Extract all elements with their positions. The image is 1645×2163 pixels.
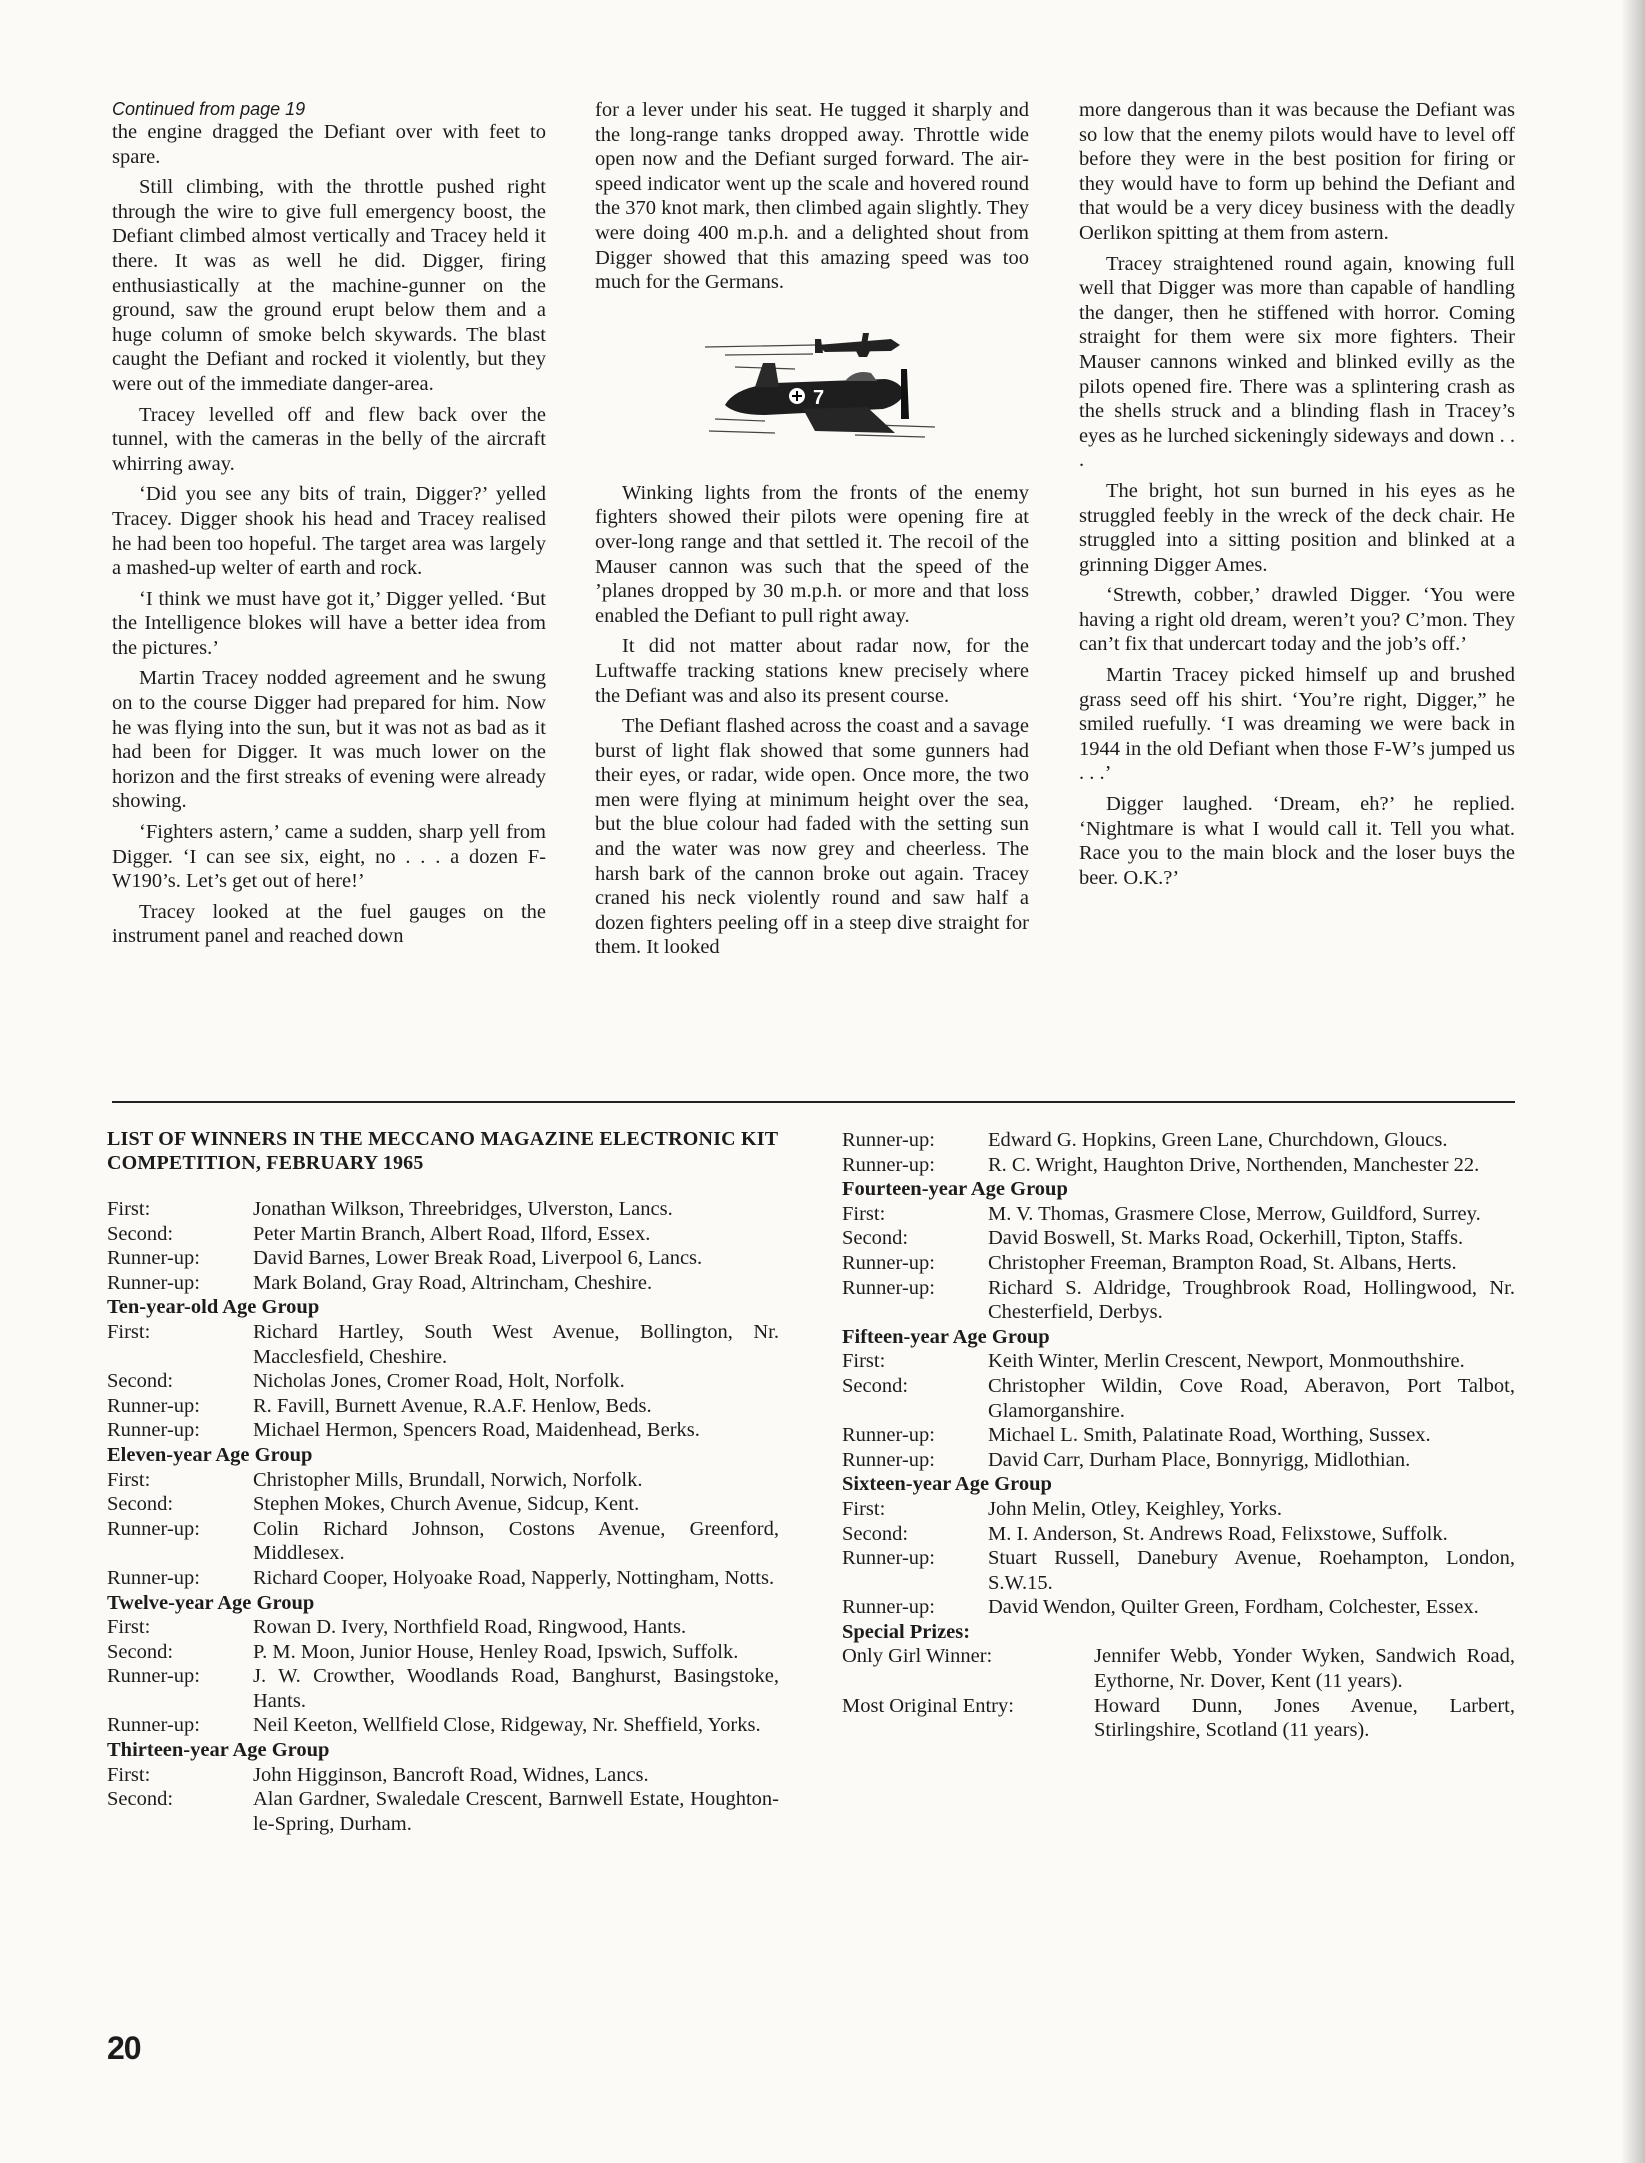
winner-name: Nicholas Jones, Cromer Road, Holt, Norfolk.	[253, 1370, 625, 1393]
age-group-heading: Eleven-year Age Group	[107, 1443, 313, 1466]
prize-place: Second:	[107, 1222, 174, 1245]
winner-name: Jonathan Wilkson, Threebridges, Ulverston, Lancs.	[253, 1198, 673, 1220]
winner-name: Jennifer Webb, Yonder Wyken, Sandwich Road, Eythorne, Nr. Dover, Kent (11 years).	[1094, 1645, 1515, 1693]
winner-entry	[842, 1349, 1515, 1374]
winner-entry	[842, 1497, 1515, 1522]
continued-note: Continued from page 19	[112, 99, 306, 119]
winner-name: Howard Dunn, Jones Avenue, Larbert, Stirlingshire, Scotland (11 years).	[1094, 1694, 1515, 1742]
story-column-1	[112, 98, 546, 949]
prize-place: Runner-up:	[107, 1271, 200, 1294]
winner-name: P. M. Moon, Junior House, Henley Road, Ipswich, Suffolk.	[253, 1640, 739, 1663]
winner-name: Michael L. Smith, Palatinate Road, Worthing, Sussex.	[988, 1424, 1431, 1447]
story-paragraph: ‘Strewth, cobber,’ drawled Digger. ‘You were having a right old dream, weren’t you? C’mon. They can’t fix that undercart today and the job’s off.’	[1079, 584, 1515, 656]
winner-entry	[842, 1546, 1515, 1595]
prize-place: Runner-up:	[107, 1247, 200, 1270]
story-paragraph: Still climbing, with the throttle pushed right through the wire to give full emergency boost, the Defiant climbed almost vertically and Tracey held it there. It was as well he did. Digger, firing enthusiastically at the machine-gunner on the ground, saw the ground erupt below them and a huge column of smoke belch skywards. The blast caught the Defiant and rocked it violently, but they were out of the immediate danger-area.	[112, 176, 546, 395]
winners-heading: LIST OF WINNERS IN THE MECCANO MAGAZINE ELECTRONIC KIT COMPETITION, FEBRUARY 1965	[107, 1128, 778, 1174]
winner-entry	[842, 1374, 1515, 1423]
winner-name: David Carr, Durham Place, Bonnyrigg, Midlothian.	[988, 1448, 1411, 1471]
prize-place: First:	[107, 1198, 151, 1220]
prize-place: First:	[107, 1616, 151, 1639]
prize-place: Runner-up:	[107, 1566, 200, 1589]
prize-place: Second:	[842, 1374, 909, 1397]
winner-entry	[107, 1394, 779, 1419]
winner-name: Michael Hermon, Spencers Road, Maidenhead, Berks.	[253, 1419, 700, 1442]
winner-name: Peter Martin Branch, Albert Road, Ilford, Essex.	[253, 1222, 651, 1245]
winner-entry	[842, 1128, 1515, 1153]
section-divider	[112, 1101, 1515, 1103]
winner-name: John Higginson, Bancroft Road, Widnes, Lancs.	[253, 1763, 649, 1786]
story-paragraph: ‘Did you see any bits of train, Digger?’ yelled Tracey. Digger shook his head and Tracey realised he had been too hopeful. The target area was largely a mashed-up welter of earth and rock.	[112, 483, 546, 580]
story-paragraph: It did not matter about radar now, for the Luftwaffe tracking stations knew precisely where the Defiant was and also its present course.	[595, 635, 1029, 707]
winner-entry	[107, 1517, 779, 1566]
prize-place: Runner-up:	[842, 1251, 935, 1274]
winner-name: Christopher Wildin, Cove Road, Aberavon, Port Talbot, Glamorganshire.	[988, 1374, 1515, 1422]
winner-entry	[842, 1694, 1515, 1743]
winner-entry	[842, 1251, 1515, 1276]
winner-name: Richard Cooper, Holyoake Road, Napperly, Nottingham, Notts.	[253, 1566, 775, 1589]
story-paragraph: Martin Tracey picked himself up and brushed grass seed off his shirt. ‘You’re right, Digger,” he smiled ruefully. ‘I was dreaming we were back in 1944 in the old Defiant when those F-W’s jumped us . . .’	[1079, 664, 1515, 785]
winners-left-column	[107, 1128, 779, 1836]
winner-name: Richard Hartley, South West Avenue, Bollington, Nr. Macclesfield, Cheshire.	[253, 1320, 779, 1368]
age-group-heading: Twelve-year Age Group	[107, 1591, 315, 1614]
prize-place: Runner-up:	[842, 1129, 935, 1151]
age-group-heading: Special Prizes:	[842, 1620, 971, 1643]
prize-place: Runner-up:	[107, 1517, 200, 1540]
aircraft-illustration	[595, 309, 1029, 459]
story-paragraph: ‘Fighters astern,’ came a sudden, sharp yell from Digger. ‘I can see six, eight, no . . . a dozen F-W190’s. Let’s get out of here!’	[112, 821, 546, 893]
story-paragraph: The Defiant flashed across the coast and a savage burst of light flak showed that some gunners had their eyes, or radar, wide open. Once more, the two men were flying at minimum height over the sea, but the blue colour had faded with the setting sun and the water was now grey and cheerless. The harsh bark of the cannon broke out again. Tracey craned his neck violently round and saw half a dozen fighters peeling off in a steep dive straight for them. It looked	[595, 715, 1029, 959]
page-number: 20	[107, 2030, 141, 2066]
prize-place: Most Original Entry:	[842, 1694, 1014, 1717]
winners-left-list	[107, 1197, 779, 1836]
story-paragraph: Martin Tracey nodded agreement and he swung on to the course Digger had prepared for him. Now he was flying into the sun, but it was not as bad as it had been for Digger. It was much lower on the horizon and the first streaks of evening were already showing.	[112, 667, 546, 813]
story-paragraph: ‘I think we must have got it,’ Digger yelled. ‘But the Intelligence blokes will have a better idea from the pictures.’	[112, 587, 546, 659]
winner-name: M. V. Thomas, Grasmere Close, Merrow, Guildford, Surrey.	[988, 1202, 1481, 1225]
winner-name: Stuart Russell, Danebury Avenue, Roehampton, London, S.W.15.	[988, 1547, 1515, 1594]
fighter-planes-icon	[695, 309, 955, 459]
age-group-heading: Fourteen-year Age Group	[842, 1178, 1068, 1201]
page-edge-shadow	[1621, 0, 1645, 2163]
prize-place: Second:	[107, 1493, 174, 1516]
winner-entry	[107, 1615, 779, 1640]
winner-entry	[107, 1222, 779, 1247]
prize-place: Only Girl Winner:	[842, 1645, 993, 1668]
winner-entry	[107, 1713, 779, 1738]
winner-entry	[842, 1644, 1515, 1693]
winner-entry	[842, 1595, 1515, 1620]
story-paragraph: Tracey levelled off and flew back over the tunnel, with the cameras in the belly of the aircraft whirring away.	[112, 403, 546, 475]
winner-name: M. I. Anderson, St. Andrews Road, Felixstowe, Suffolk.	[988, 1522, 1448, 1545]
winner-entry	[107, 1664, 779, 1713]
story-paragraph: Tracey looked at the fuel gauges on the instrument panel and reached down	[112, 900, 546, 948]
prize-place: First:	[107, 1763, 151, 1786]
age-group-heading: Sixteen-year Age Group	[842, 1473, 1052, 1496]
winner-name: Keith Winter, Merlin Crescent, Newport, Monmouthshire.	[988, 1350, 1465, 1373]
prize-place: Runner-up:	[842, 1596, 935, 1619]
prize-place: Runner-up:	[107, 1394, 200, 1417]
winner-name: Stephen Mokes, Church Avenue, Sidcup, Kent.	[253, 1493, 640, 1516]
winner-name: Alan Gardner, Swaledale Crescent, Barnwell Estate, Houghton-le-Spring, Durham.	[253, 1788, 779, 1835]
winner-entry	[107, 1197, 779, 1222]
story-column-3	[1079, 98, 1515, 890]
winner-entry	[107, 1492, 779, 1517]
story-paragraph: Digger laughed. ‘Dream, eh?’ he replied. ‘Nightmare is what I would call it. Tell you what. Race you to the main block and the loser buys the beer. O.K.?’	[1079, 793, 1515, 889]
winner-entry	[107, 1640, 779, 1665]
story-column-2	[595, 98, 1029, 960]
prize-place: First:	[842, 1202, 886, 1225]
winners-right-column	[842, 1128, 1515, 1743]
age-group-heading: Fifteen-year Age Group	[842, 1325, 1050, 1348]
prize-place: Runner-up:	[842, 1424, 935, 1447]
winner-entry	[107, 1468, 779, 1493]
winner-name: R. C. Wright, Haughton Drive, Northenden, Manchester 22.	[988, 1153, 1480, 1176]
winner-entry	[107, 1271, 779, 1296]
winner-entry	[107, 1787, 779, 1836]
winner-entry	[107, 1418, 779, 1443]
winner-entry	[842, 1448, 1515, 1473]
prize-place: Runner-up:	[107, 1665, 200, 1688]
winner-entry	[107, 1566, 779, 1591]
winner-name: Christopher Freeman, Brampton Road, St. Albans, Herts.	[988, 1251, 1457, 1274]
column-1-paragraphs	[112, 120, 546, 949]
winner-name: Richard S. Aldridge, Troughbrook Road, Hollingwood, Nr. Chesterfield, Derbys.	[988, 1276, 1515, 1324]
prize-place: Runner-up:	[842, 1153, 935, 1176]
winner-name: John Melin, Otley, Keighley, Yorks.	[988, 1497, 1283, 1520]
winner-name: David Boswell, St. Marks Road, Ockerhill, Tipton, Staffs.	[988, 1227, 1464, 1250]
winner-name: Edward G. Hopkins, Green Lane, Churchdown, Gloucs.	[988, 1129, 1448, 1151]
column-3-paragraphs	[1079, 98, 1515, 890]
winner-entry	[842, 1153, 1515, 1178]
age-group-heading: Ten-year-old Age Group	[107, 1296, 320, 1319]
winner-entry	[842, 1226, 1515, 1251]
story-paragraph: Tracey straightened round again, knowing full well that Digger was more than capable of handling the danger, then he stiffened with horror. Coming straight for them were six more fighters. Their Mauser cannons winked and blinked evilly as the pilots opened fire. There was a splintering crash as the shells struck and a blinding flash in Tracey’s eyes as he lurched sickeningly sideways and down . . .	[1079, 252, 1515, 472]
prize-place: Second:	[842, 1522, 909, 1545]
winner-name: David Wendon, Quilter Green, Fordham, Colchester, Essex.	[988, 1596, 1479, 1619]
winner-entry	[107, 1763, 779, 1788]
winner-name: Mark Boland, Gray Road, Altrincham, Cheshire.	[253, 1271, 653, 1294]
story-paragraph: for a lever under his seat. He tugged it sharply and the long-range tanks dropped away. Throttle wide open now and the Defiant surged forward. The air-speed indicator went up the scale and hovered round the 370 knot mark, then climbed again slightly. They were doing 400 m.p.h. and a delighted shout from Digger showed that this amazing speed was too much for the Germans.	[595, 99, 1029, 294]
plane-marking: 7	[813, 386, 825, 409]
winner-entry	[842, 1423, 1515, 1448]
winner-entry	[842, 1202, 1515, 1227]
winner-entry	[107, 1320, 779, 1369]
winner-name: J. W. Crowther, Woodlands Road, Banghurst, Basingstoke, Hants.	[253, 1665, 779, 1712]
prize-place: Second:	[842, 1227, 909, 1250]
prize-place: Runner-up:	[107, 1714, 200, 1737]
prize-place: Runner-up:	[842, 1547, 935, 1570]
column-2-top-paragraphs	[595, 98, 1029, 295]
prize-place: First:	[107, 1468, 151, 1491]
column-2-bottom-paragraphs	[595, 481, 1029, 960]
story-paragraph: The bright, hot sun burned in his eyes as he struggled feebly in the wreck of the deck chair. He struggled into a sitting position and blinked at a grinning Digger Ames.	[1079, 479, 1515, 576]
winner-name: Rowan D. Ivery, Northfield Road, Ringwood, Hants.	[253, 1616, 687, 1639]
prize-place: Runner-up:	[107, 1419, 200, 1442]
story-paragraph: Winking lights from the fronts of the enemy fighters showed their pilots were opening fire at over-long range and that settled it. The recoil of the Mauser cannon was such that the speed of the ’planes dropped by 30 m.p.h. or more and that loss enabled the Defiant to pull right away.	[595, 481, 1029, 627]
prize-place: Second:	[107, 1788, 174, 1811]
winners-right-list	[842, 1128, 1515, 1743]
age-group-heading: Thirteen-year Age Group	[107, 1739, 330, 1762]
winner-name: Christopher Mills, Brundall, Norwich, Norfolk.	[253, 1468, 643, 1491]
winner-name: R. Favill, Burnett Avenue, R.A.F. Henlow, Beds.	[253, 1394, 652, 1417]
winner-name: Neil Keeton, Wellfield Close, Ridgeway, Nr. Sheffield, Yorks.	[253, 1714, 761, 1737]
winner-entry	[107, 1246, 779, 1271]
prize-place: First:	[842, 1350, 886, 1373]
winner-entry	[842, 1276, 1515, 1325]
winner-entry	[842, 1522, 1515, 1547]
prize-place: Second:	[107, 1640, 174, 1663]
story-paragraph: the engine dragged the Defiant over with feet to spare.	[112, 121, 546, 168]
story-paragraph: more dangerous than it was because the Defiant was so low that the enemy pilots would have to level off before they were in the best position for firing or they would have to form up behind the Defiant and that would be a very dicey business with the deadly Oerlikon spitting at them from astern.	[1079, 99, 1515, 244]
prize-place: First:	[842, 1497, 886, 1520]
prize-place: First:	[107, 1320, 151, 1343]
prize-place: Runner-up:	[842, 1276, 935, 1299]
winner-name: David Barnes, Lower Break Road, Liverpool 6, Lancs.	[253, 1247, 703, 1270]
winner-name: Colin Richard Johnson, Costons Avenue, Greenford, Middlesex.	[253, 1517, 779, 1565]
winner-entry	[107, 1369, 779, 1394]
prize-place: Runner-up:	[842, 1448, 935, 1471]
prize-place: Second:	[107, 1370, 174, 1393]
